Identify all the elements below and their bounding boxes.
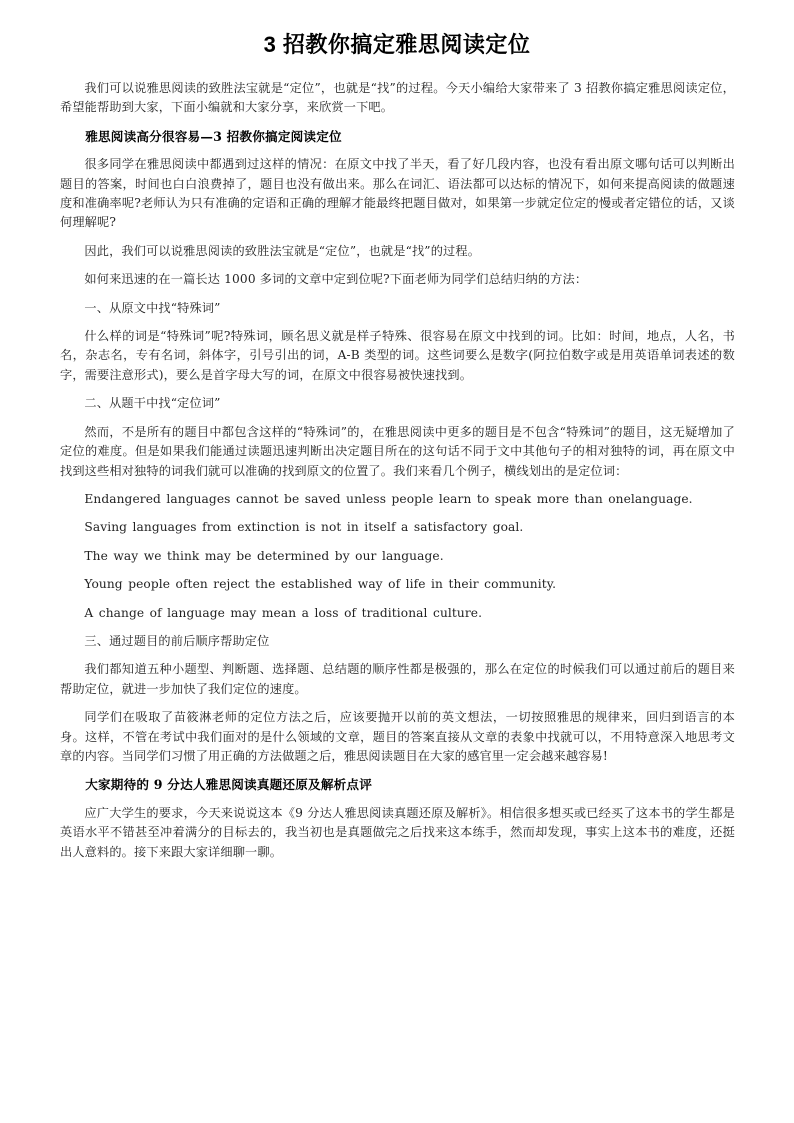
body-paragraph: 应广大学生的要求，今天来说说这本《9 分达人雅思阅读真题还原及解析》。相信很多想买或已经买了这本书的学生都是英语水平不错甚至冲着满分的目标去的，我当初也是真题做完之后找来这本练手，然而却发现，事实上这本书的难度，还挺出人意料的。接下来跟大家详细聊一聊。 (60, 805, 735, 859)
body-paragraph: 同学们在吸取了苗筱淋老师的定位方法之后，应该要抛开以前的英文想法，一切按照雅思的规律来，回归到语言的本身。这样，不管在考试中我们面对的是什么领域的文章，题目的答案直接从文章的表象中找就可以，不用特意深入地思考文章的内容。当同学们习惯了用正确的方法做题之后，雅思阅读题目在大家的感官里一定会越来越容易! (60, 710, 735, 763)
body-paragraph: 然而，不是所有的题目中都包含这样的“特殊词”的，在雅思阅读中更多的题目是不包含“特殊词”的题目，这无疑增加了定位的难度。但是如果我们能通过读题迅速判断出决定题目所在的这句话不同于文中其他句子的相对独特的词，再在原文中找到这些相对独特的词我们就可以准确的找到原文的位置了。我们来看几个例子，横线划出的是定位词： (60, 424, 735, 478)
section-heading: 大家期待的 9 分达人雅思阅读真题还原及解析点评 (85, 777, 372, 793)
body-paragraph: 我们都知道五种小题型、判断题、选择题、总结题的顺序性都是极强的，那么在定位的时候我们可以通过前后的题目来帮助定位，就进一步加快了我们定位的速度。 (60, 662, 735, 696)
example-sentence: Endangered languages cannot be saved unless people learn to speak more than onelanguage. (84, 491, 693, 506)
example-sentence: The way we think may be determined by our language. (84, 548, 444, 563)
section-heading: 雅思阅读高分很容易—3 招教你搞定阅读定位 (85, 128, 342, 144)
example-sentence: A change of language may mean a loss of traditional culture. (84, 605, 483, 620)
body-paragraph: 因此，我们可以说雅思阅读的致胜法宝就是“定位”，也就是“找”的过程。 (84, 243, 481, 258)
document-body (0, 79, 794, 862)
sub-heading: 一、从原文中找“特殊词” (84, 300, 221, 315)
sub-heading: 三、通过题目的前后顺序帮助定位 (84, 633, 270, 648)
body-paragraph: 我们可以说雅思阅读的致胜法宝就是“定位”，也就是“找”的过程。今天小编给大家带来了 3 招教你搞定雅思阅读定位，希望能帮助到大家，下面小编就和大家分享，来欣赏一下吧。 (60, 81, 735, 115)
body-paragraph: 很多同学在雅思阅读中都遇到过这样的情况：在原文中找了半天，看了好几段内容，也没有看出原文哪句话可以判断出题目的答案，时间也白白浪费掉了，题目也没有做出来。那么在词汇、语法都可以达标的情况下，如何来提高阅读的做题速度和准确率呢?老师认为只有准确的定语和正确的理解才能最终把题目做对，如果第一步就定位定的慢或者定错位的话，又谈何理解呢? (60, 157, 735, 230)
body-paragraph: 如何来迅速的在一篇长达 1000 多词的文章中定到位呢?下面老师为同学们总结归纳的方法： (84, 272, 588, 287)
example-sentence: Saving languages from extinction is not in itself a satisfactory goal. (84, 520, 524, 535)
example-sentence: Young people often reject the established way of life in their community. (84, 577, 557, 592)
page-title: 3 招教你搞定雅思阅读定位 (263, 32, 531, 57)
sub-heading: 二、从题干中找“定位词” (84, 396, 221, 411)
body-paragraph: 什么样的词是“特殊词”呢?特殊词，顾名思义就是样子特殊、很容易在原文中找到的词。比如：时间，地点，人名，书名，杂志名，专有名词，斜体字，引号引出的词，A-B 类型的词。这些词要么是数字(阿拉伯数字或是用英语单词表述的数字，需要注意形式)，要么是首字母大写的词，在原文中很容易被快速找到。 (60, 329, 735, 382)
